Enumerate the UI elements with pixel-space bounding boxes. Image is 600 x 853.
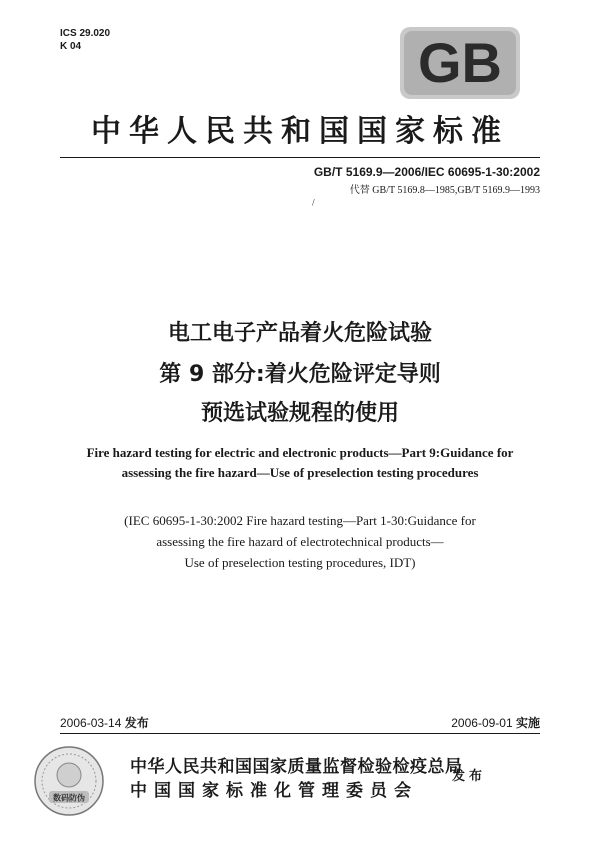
top-divider [60,157,540,158]
title-en-line2: assessing the fire hazard—Use of preselection testing procedures [121,465,479,480]
issue-date: 2006-03-14 [60,716,122,730]
issue-date-block [60,714,149,731]
gb-logo-text: GB [418,31,502,94]
gb-logo [400,27,520,99]
issuer-aqsiq: 中华人民共和国国家质量监督检验检疫总局 [130,757,463,777]
class-code: K 04 [60,41,82,52]
implement-date: 2006-09-01 [451,716,513,730]
standard-number: GB/T 5169.9—2006/IEC 60695-1-30:2002 [313,165,540,179]
iec-equivalence [0,510,600,573]
title-en-line1: Fire hazard testing for electric and electronic products—Part 9:Guidance for [86,445,514,460]
issue-label: 发布 [124,716,149,730]
issuer-sac: 中国国家标准化管理委员会 [130,781,418,801]
title-cn-line3: 预选试验规程的使用 [200,401,399,426]
replaces-note: 代替 GB/T 5169.8—1985,GB/T 5169.9—1993 [349,185,540,196]
iec-line3: Use of preselection testing procedures, IDT) [184,555,416,570]
seal-text: 数码防伪 [53,793,85,803]
anti-counterfeit-seal [33,745,105,817]
title-cn-line2: 第 9 部分:着火危险评定导则 [159,362,441,387]
title-en [0,443,600,483]
bottom-divider [60,733,540,734]
national-standard-name: 中华人民共和国国家标准 [91,114,509,149]
publish-label: 发布 [452,769,487,784]
iec-line2: assessing the fire hazard of electrotechnical products— [156,534,444,549]
tick-mark: / [312,198,315,207]
iec-line1: (IEC 60695-1-30:2002 Fire hazard testing—Part 1-30:Guidance for [124,513,476,528]
implement-label: 实施 [515,716,540,730]
title-cn-line1: 电工电子产品着火危险试验 [167,321,432,346]
ics-block [60,27,110,53]
ics-code: ICS 29.020 [60,28,111,39]
implement-date-block [451,714,540,731]
